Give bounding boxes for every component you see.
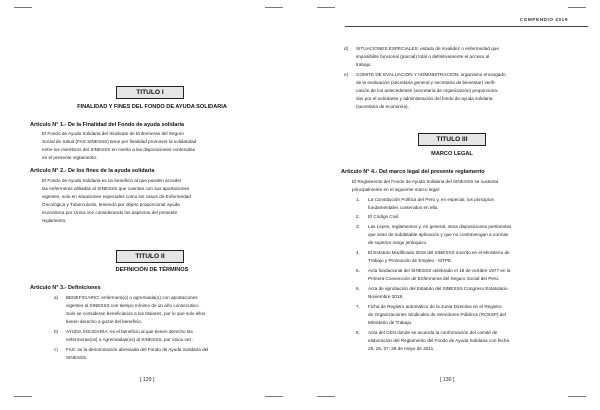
line: reglamento. — [42, 217, 67, 223]
line: Acta fundacional del SINESSS celebrado el 18 de octubre 1977 en la — [368, 268, 511, 273]
line: dos por el solicitante y administración del fondo de ayuda solidaria — [356, 95, 493, 101]
list-marker: 6. — [356, 286, 360, 291]
crop-mark — [317, 396, 335, 397]
right-page — [300, 0, 600, 410]
list-marker: 8. — [356, 330, 360, 335]
line: AYUDA SOLIDARIA: es el beneficio al que tienen derecho las — [66, 329, 193, 334]
line: las enfermeras afiliadas al SINESSS que cuentan con sus aportaciones — [42, 185, 190, 191]
line: de superior rango jerárquico. — [368, 239, 428, 245]
subtitle-3: MARCO LEGAL — [431, 151, 473, 157]
line: SITUACIONES ESPECIALES: estado de invalidez o enfermedad que — [356, 46, 499, 51]
subtitle-1: FINALIDAD Y FINES DEL FONDO DE AYUDA SOLIDARIA — [77, 104, 227, 110]
list-marker: e) — [344, 72, 349, 77]
line: COMITE DE EVALUACION Y ADMINISTRACION: organismo encargado — [356, 72, 506, 77]
page-number-left: [ 129 ] — [140, 377, 155, 383]
article-4-body — [352, 178, 574, 194]
line: El Fondo de Ayuda Solidaria del Sindicato de Enfermeras del Seguro — [42, 131, 184, 136]
definition-b — [54, 328, 272, 344]
list-marker: c) — [54, 347, 58, 352]
line: (secretaria de economía). — [356, 103, 409, 109]
line: que sean de indubitable aplicación y que no contravengan a normas — [368, 231, 509, 237]
header-rule — [345, 26, 588, 27]
line: cación de los antecedentes (secretaria de organización) proporciona- — [356, 87, 499, 93]
list-marker: 5. — [356, 268, 360, 273]
line: Acta del CEN donde se acuerda la conformación del comité de — [368, 330, 498, 335]
line: El Reglamento del Fondo de Ayuda Solidaria del SINESSS se sustenta — [352, 179, 499, 184]
crop-mark — [568, 7, 586, 8]
line: El Estatuto Modificado 2018 del SINESSS inscrito en el Ministerio de — [368, 250, 510, 255]
line: entre los miembros del SINESSS en merito a las disposiciones contenidas — [42, 146, 195, 152]
crop-mark — [265, 7, 283, 8]
crop-mark — [14, 7, 32, 8]
line: Solo se consideran beneficiarios a los titulares, por lo que solo ellos — [66, 310, 206, 316]
article-3-title: Articulo N° 3.- Definiciones — [30, 285, 101, 291]
legal-item-4 — [356, 249, 574, 265]
article-4-title: Articulo N° 4.- Del marco legal del presente reglamento — [341, 169, 485, 175]
title-1: TITULO I — [136, 89, 164, 96]
legal-item-6 — [356, 285, 574, 301]
line: FAS: es la denominación abreviada del Fondo de Ayuda Solidaria del — [66, 347, 209, 352]
title-2: TITULO II — [135, 253, 165, 260]
line: de la evaluación (secretaria general y secretaria de bienestar) verifi- — [356, 79, 496, 85]
crop-mark — [14, 396, 32, 397]
list-marker: 7. — [356, 304, 360, 309]
list-marker: 3. — [356, 224, 360, 229]
list-marker: a) — [54, 295, 59, 300]
definition-c — [54, 346, 272, 362]
subtitle-2: DEFINICIÓN DE TÉRMINOS — [115, 267, 189, 273]
title-box-1 — [116, 86, 184, 99]
line: tienen derecho a gozar del beneficio. — [66, 318, 143, 324]
list-marker: d) — [344, 46, 349, 51]
line: Noviembre 2018. — [368, 293, 404, 299]
legal-item-5 — [356, 267, 574, 283]
line: 25, 26, 27, 28 de mayo de 2011. — [368, 345, 435, 351]
article-2-title: Articulo N° 2.- De los fines de la ayuda solidaria — [30, 168, 155, 174]
line: Social de Salud (FAS SINESSS) tiene por finalidad promover la solidaridad — [42, 138, 197, 144]
line: principalmente en el siguiente marco legal: — [352, 186, 440, 192]
line: El Código Civil. — [368, 214, 400, 219]
line: La Constitución Política del Perú y, en especial, los principios — [368, 197, 494, 202]
line: vigentes, solo en situaciones especiales como los casos de Enfermedad — [42, 193, 191, 199]
line: Las Leyes, reglamentos y, en general, otras disposiciones pertinentes — [368, 224, 512, 229]
legal-item-2 — [356, 213, 574, 221]
line: enfermeras(os) o Agremiadas(os) al SINESSS, por única vez. — [66, 336, 193, 342]
crop-mark — [568, 396, 586, 397]
line: SINESSS. — [66, 354, 88, 360]
list-marker: b) — [54, 329, 59, 334]
title-box-2 — [116, 250, 184, 263]
line: Oncológica y Tuberculosis, teniendo por objeto proporcionar ayuda — [42, 201, 180, 207]
legal-item-3 — [356, 223, 574, 247]
crop-mark — [317, 7, 335, 8]
article-1-title: Articulo N° 1.- De la Finalidad del Fondo de ayuda solidaria — [30, 122, 185, 128]
line: Ministerio de Trabajo. — [368, 319, 413, 325]
legal-item-7 — [356, 303, 574, 327]
line: trabajo. — [356, 61, 372, 67]
definition-e — [344, 71, 574, 111]
definition-d — [344, 45, 574, 69]
line: El Fondo de Ayuda Solidaria es un beneficio al que pueden acceder — [42, 178, 182, 183]
line: económica por Única vez considerando los aspectos del presente — [42, 209, 178, 215]
crop-mark — [265, 396, 283, 397]
line: Trabajo y Promoción de Empleo - MTPE. — [368, 257, 453, 263]
line: imposibilite funcional (parcial) total o definitivamente el acceso al — [356, 53, 490, 59]
line: elaboración del Reglamento del Fondo de Ayuda Solidaria con fecha — [368, 337, 510, 343]
line: Primera Convención de Enfermeras del Seguro Social del Perú. — [368, 275, 500, 281]
line: Acta de aprobación del Estatuto del SINESSS Congreso Estatutario — [368, 286, 508, 291]
legal-item-8 — [356, 329, 574, 353]
definition-a — [54, 294, 272, 326]
running-header: COMPENDIO 2019 — [519, 17, 568, 22]
line: Ficha de Registro automático de la Junta Directiva en el Registro — [368, 304, 502, 309]
article-1-body — [42, 130, 270, 162]
line: de Organizaciones Sindicales de Servidores Públicos (ROSSP) del — [368, 311, 506, 317]
title-3: TITULO III — [436, 136, 468, 143]
line: en el presente reglamento. — [42, 154, 98, 160]
title-box-3 — [418, 133, 486, 146]
legal-item-1 — [356, 196, 574, 212]
line: vigentes al SINESSS con tiempo mínimo de un año consecutivo. — [66, 302, 200, 308]
line: fundamentales contenidos en ella. — [368, 204, 439, 210]
list-marker: 1. — [356, 197, 360, 202]
list-marker: 4. — [356, 250, 360, 255]
page-number-right: [ 130 ] — [440, 377, 455, 383]
line: BENEFICIARIO: enfermera(o) o agremiada(o) con aportaciones — [66, 295, 198, 300]
list-marker: 2. — [356, 214, 360, 219]
article-2-body — [42, 177, 270, 224]
